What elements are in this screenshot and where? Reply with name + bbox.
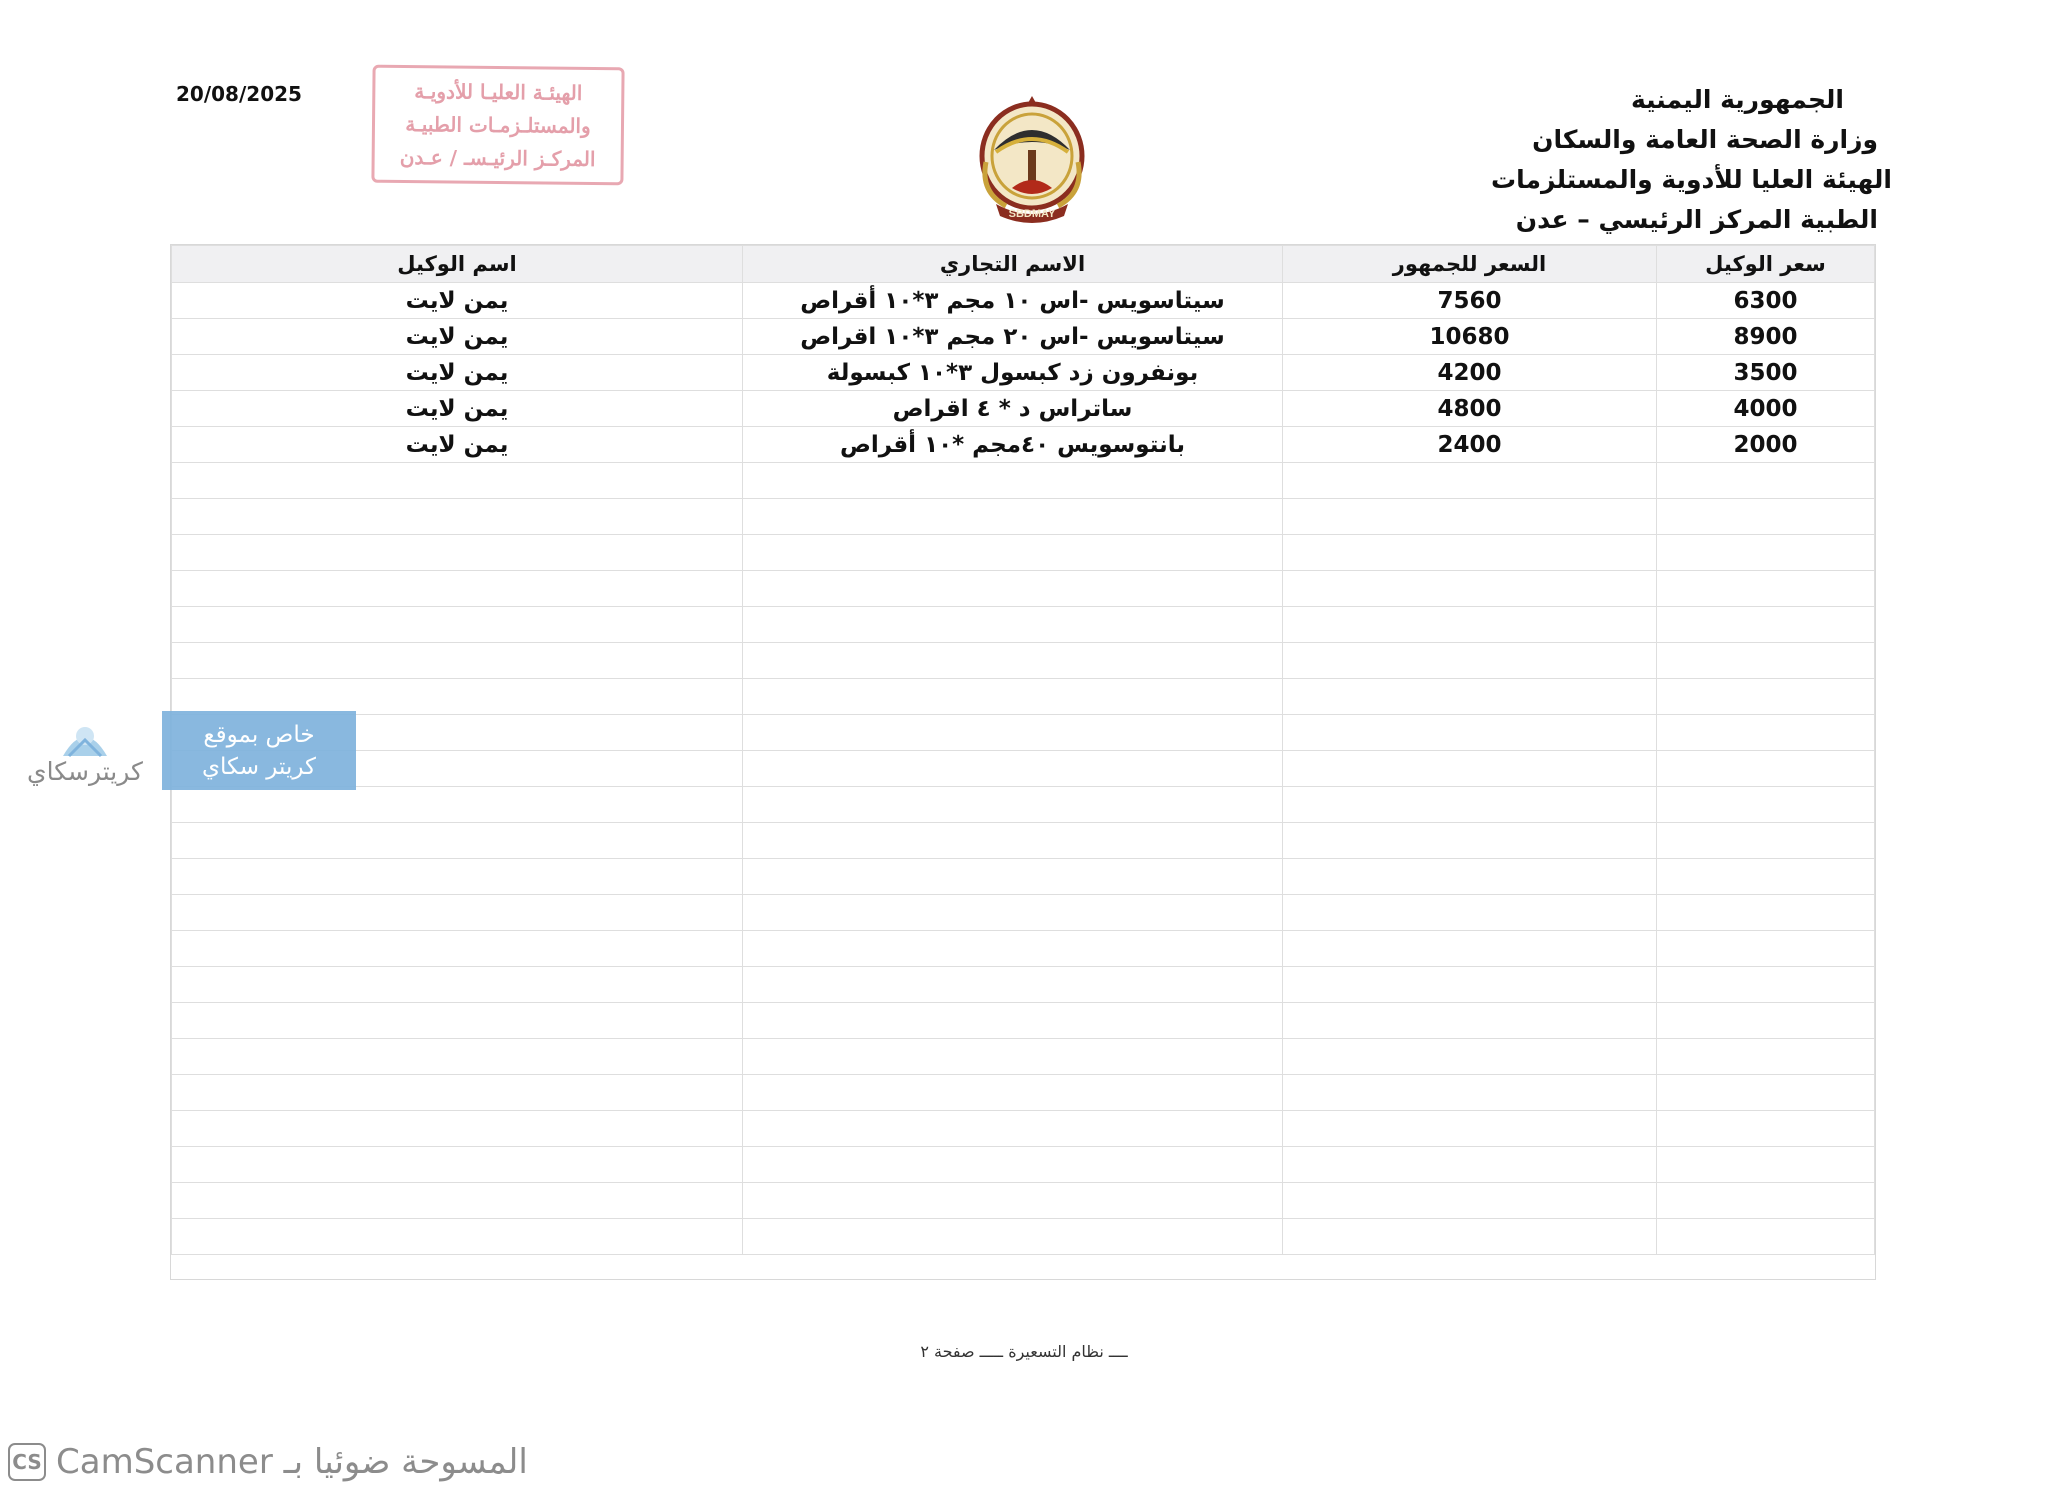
cell-public-price: 2400 [1283, 427, 1657, 463]
empty-cell [172, 463, 743, 499]
watermark-line: كريتر سكاي [202, 753, 316, 780]
empty-cell [1283, 463, 1657, 499]
empty-cell [743, 859, 1283, 895]
issuer-header [1491, 80, 1892, 240]
empty-cell [1657, 1147, 1875, 1183]
stamp-line: الهيئـة العليـا للأدويـة [414, 78, 583, 105]
watermark-logo-text: كريترسكاي [27, 757, 143, 786]
page-footer: ــــ نظام التسعيرة ـــــ صفحة ٢ [920, 1342, 1128, 1361]
table-header-row [172, 246, 1875, 283]
empty-cell [1283, 535, 1657, 571]
empty-table-row [172, 787, 1875, 823]
header-agent-name: اسم الوكيل [172, 246, 743, 283]
empty-cell [1283, 679, 1657, 715]
empty-cell [743, 1111, 1283, 1147]
header-ministry: وزارة الصحة العامة والسكان [1532, 125, 1878, 154]
empty-cell [172, 1075, 743, 1111]
table-row [172, 283, 1875, 319]
empty-cell [172, 967, 743, 1003]
empty-cell [1657, 1075, 1875, 1111]
empty-cell [1283, 643, 1657, 679]
empty-cell [172, 499, 743, 535]
cell-trade-name: سيتاسويس -اس ١٠ مجم ٣*١٠ أقراص [743, 283, 1283, 319]
price-table [170, 244, 1876, 1280]
empty-cell [1283, 1039, 1657, 1075]
empty-cell [743, 715, 1283, 751]
watermark-line: خاص بموقع [203, 721, 315, 748]
empty-cell [172, 1183, 743, 1219]
empty-cell [743, 895, 1283, 931]
empty-cell [1283, 895, 1657, 931]
empty-cell [743, 1039, 1283, 1075]
empty-cell [743, 1219, 1283, 1255]
empty-cell [1657, 895, 1875, 931]
authority-stamp [371, 65, 624, 186]
empty-cell [743, 1003, 1283, 1039]
empty-cell [172, 1219, 743, 1255]
header-center: الطبية المركز الرئيسي – عدن [1515, 205, 1878, 234]
cell-trade-name: ساتراس د * ٤ اقراص [743, 391, 1283, 427]
header-public-price: السعر للجمهور [1283, 246, 1657, 283]
empty-cell [172, 1111, 743, 1147]
empty-cell [743, 787, 1283, 823]
header-authority: الهيئة العليا للأدوية والمستلزمات [1491, 165, 1892, 194]
stamp-line: والمستلـزمـات الطبيـة [405, 112, 591, 138]
table-row [172, 427, 1875, 463]
empty-cell [172, 1003, 743, 1039]
empty-cell [743, 571, 1283, 607]
empty-cell [743, 499, 1283, 535]
cell-agent-name: يمن لايت [172, 427, 743, 463]
cell-trade-name: سيتاسويس -اس ٢٠ مجم ٣*١٠ اقراص [743, 319, 1283, 355]
cell-public-price: 4200 [1283, 355, 1657, 391]
empty-cell [1283, 1075, 1657, 1111]
empty-cell [1657, 715, 1875, 751]
cell-public-price: 7560 [1283, 283, 1657, 319]
empty-cell [1657, 499, 1875, 535]
cell-agent-price: 3500 [1657, 355, 1875, 391]
empty-cell [172, 643, 743, 679]
empty-cell [1657, 931, 1875, 967]
cell-trade-name: بونفرون زد كبسول ٣*١٠ كبسولة [743, 355, 1283, 391]
empty-cell [743, 463, 1283, 499]
empty-cell [1283, 859, 1657, 895]
empty-table-row [172, 499, 1875, 535]
empty-cell [1283, 571, 1657, 607]
empty-cell [1283, 967, 1657, 1003]
empty-cell [1283, 787, 1657, 823]
empty-table-row [172, 1003, 1875, 1039]
cell-agent-name: يمن لايت [172, 283, 743, 319]
empty-cell [172, 931, 743, 967]
empty-cell [1657, 1111, 1875, 1147]
empty-table-row [172, 571, 1875, 607]
empty-cell [743, 823, 1283, 859]
empty-cell [1657, 787, 1875, 823]
header-trade-name: الاسم التجاري [743, 246, 1283, 283]
empty-cell [743, 931, 1283, 967]
empty-cell [1283, 1147, 1657, 1183]
empty-cell [1657, 643, 1875, 679]
empty-cell [743, 751, 1283, 787]
empty-cell [172, 571, 743, 607]
header-agent-price: سعر الوكيل [1657, 246, 1875, 283]
cell-public-price: 4800 [1283, 391, 1657, 427]
empty-cell [1283, 1003, 1657, 1039]
empty-cell [172, 859, 743, 895]
header-country: الجمهورية اليمنية [1630, 85, 1844, 114]
empty-cell [1657, 1003, 1875, 1039]
empty-cell [1657, 859, 1875, 895]
cell-agent-name: يمن لايت [172, 319, 743, 355]
empty-cell [1657, 571, 1875, 607]
empty-table-row [172, 1111, 1875, 1147]
empty-table-row [172, 823, 1875, 859]
table-row [172, 319, 1875, 355]
empty-cell [1657, 1219, 1875, 1255]
empty-cell [1657, 535, 1875, 571]
empty-table-row [172, 967, 1875, 1003]
empty-table-row [172, 643, 1875, 679]
empty-cell [1283, 931, 1657, 967]
cell-agent-price: 6300 [1657, 283, 1875, 319]
empty-table-row [172, 607, 1875, 643]
crater-sky-logo-icon [55, 716, 115, 760]
empty-cell [1283, 751, 1657, 787]
empty-cell [1657, 751, 1875, 787]
empty-table-row [172, 895, 1875, 931]
crater-sky-logo [20, 716, 150, 786]
empty-cell [743, 535, 1283, 571]
empty-table-row [172, 751, 1875, 787]
empty-cell [743, 1147, 1283, 1183]
cell-agent-name: يمن لايت [172, 355, 743, 391]
empty-table-row [172, 1075, 1875, 1111]
empty-cell [172, 895, 743, 931]
empty-cell [743, 1183, 1283, 1219]
empty-cell [172, 679, 743, 715]
empty-table-row [172, 1147, 1875, 1183]
empty-cell [743, 967, 1283, 1003]
empty-cell [743, 679, 1283, 715]
cell-agent-name: يمن لايت [172, 391, 743, 427]
empty-cell [1657, 1183, 1875, 1219]
empty-cell [172, 823, 743, 859]
empty-cell [1283, 499, 1657, 535]
camscanner-watermark [8, 1442, 528, 1482]
table-row [172, 391, 1875, 427]
empty-cell [743, 607, 1283, 643]
empty-cell [1283, 1111, 1657, 1147]
empty-table-row [172, 1183, 1875, 1219]
empty-table-row [172, 679, 1875, 715]
empty-cell [1657, 607, 1875, 643]
empty-cell [172, 607, 743, 643]
empty-table-row [172, 859, 1875, 895]
empty-table-row [172, 535, 1875, 571]
empty-cell [743, 1075, 1283, 1111]
camscanner-icon: CS [8, 1443, 46, 1481]
empty-cell [1657, 463, 1875, 499]
watermark-box [162, 711, 356, 790]
empty-table-row [172, 1039, 1875, 1075]
empty-table-row [172, 931, 1875, 967]
svg-text:SBDMAY: SBDMAY [1008, 208, 1056, 220]
cell-agent-price: 8900 [1657, 319, 1875, 355]
empty-cell [172, 1147, 743, 1183]
empty-cell [1657, 679, 1875, 715]
camscanner-text: المسوحة ضوئيا بـ CamScanner [56, 1442, 528, 1482]
cell-agent-price: 2000 [1657, 427, 1875, 463]
empty-cell [1283, 607, 1657, 643]
empty-table-row [172, 715, 1875, 751]
empty-cell [172, 1039, 743, 1075]
empty-cell [1283, 1183, 1657, 1219]
empty-table-row [172, 1219, 1875, 1255]
empty-cell [1283, 823, 1657, 859]
table-row [172, 355, 1875, 391]
empty-cell [1657, 823, 1875, 859]
stamp-line: المركـز الرئيـسـ / عـدن [399, 145, 596, 172]
empty-cell [743, 643, 1283, 679]
empty-cell [1657, 1039, 1875, 1075]
empty-cell [1283, 715, 1657, 751]
empty-table-row [172, 463, 1875, 499]
cell-public-price: 10680 [1283, 319, 1657, 355]
sbdmay-emblem-icon [972, 92, 1092, 224]
document-date: 20/08/2025 [176, 82, 302, 106]
empty-cell [1283, 1219, 1657, 1255]
cell-agent-price: 4000 [1657, 391, 1875, 427]
cell-trade-name: بانتوسويس ٤٠مجم *١٠ أقراص [743, 427, 1283, 463]
empty-cell [172, 535, 743, 571]
empty-cell [172, 787, 743, 823]
empty-cell [1657, 967, 1875, 1003]
